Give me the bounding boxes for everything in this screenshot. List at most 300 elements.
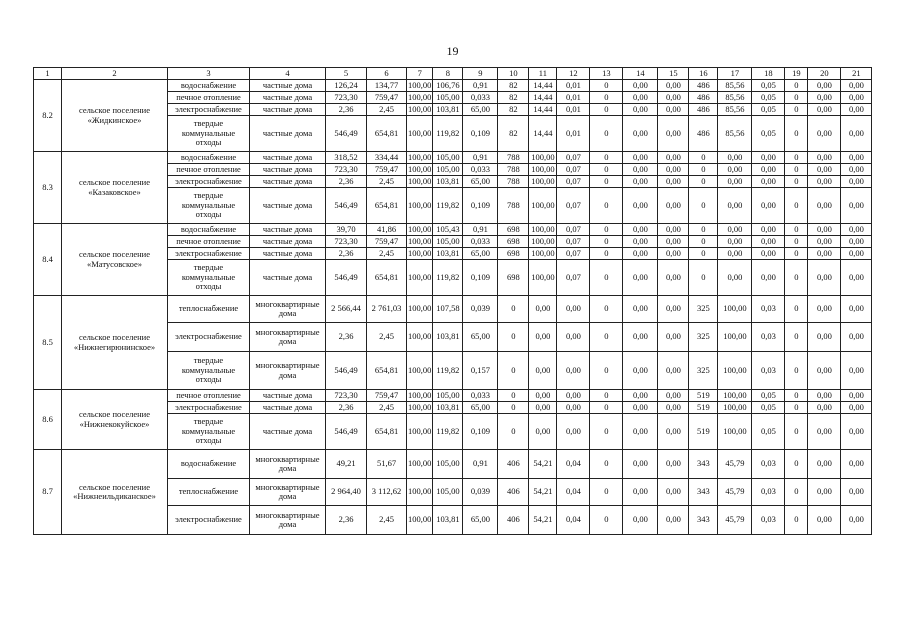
service-type: водоснабжение xyxy=(168,450,250,479)
value-cell: 2 566,44 xyxy=(326,296,367,323)
value-cell: 100,00 xyxy=(718,352,752,390)
value-cell: 0 xyxy=(785,260,808,296)
header-cell: 3 xyxy=(168,68,250,80)
value-cell: 0,033 xyxy=(463,92,498,104)
value-cell: 0 xyxy=(590,402,623,414)
value-cell: 0,07 xyxy=(557,236,590,248)
value-cell: 0,00 xyxy=(623,352,658,390)
value-cell: 546,49 xyxy=(326,414,367,450)
service-type: твердые коммунальные отходы xyxy=(168,260,250,296)
value-cell: 0 xyxy=(590,506,623,535)
value-cell: 100,00 xyxy=(407,450,433,479)
value-cell: 65,00 xyxy=(463,323,498,352)
value-cell: 0,00 xyxy=(718,164,752,176)
value-cell: 698 xyxy=(498,260,529,296)
service-type: водоснабжение xyxy=(168,152,250,164)
value-cell: 0,00 xyxy=(623,224,658,236)
value-cell: 0 xyxy=(689,224,718,236)
value-cell: 0 xyxy=(498,352,529,390)
value-cell: 0,91 xyxy=(463,450,498,479)
value-cell: 100,00 xyxy=(408,151,432,162)
service-type: водоснабжение xyxy=(168,224,250,236)
header-cell: 10 xyxy=(498,68,529,80)
value-cell: 0 xyxy=(689,164,718,176)
value-cell: 0,00 xyxy=(841,176,872,188)
value-cell: 0,00 xyxy=(752,176,785,188)
service-type: электроснабжение xyxy=(168,402,250,414)
value-cell: 723,30 xyxy=(326,236,367,248)
value-cell: 0,00 xyxy=(808,323,841,352)
value-cell: 100,00 xyxy=(529,164,557,176)
value-cell: 119,82 xyxy=(433,414,463,450)
value-cell: 2,45 xyxy=(367,176,407,188)
value-cell: 0 xyxy=(590,260,623,296)
value-cell: 0,00 xyxy=(718,176,752,188)
value-cell: 0,00 xyxy=(623,390,658,402)
section-number: 8.6 xyxy=(34,390,62,450)
value-cell: 654,81 xyxy=(367,260,407,296)
value-cell: 0,00 xyxy=(841,188,872,224)
value-cell: 0 xyxy=(689,260,718,296)
value-cell: 14,44 xyxy=(529,80,557,92)
value-cell: 0 xyxy=(590,352,623,390)
value-cell: 406 xyxy=(498,479,529,506)
value-cell: 0,00 xyxy=(841,236,872,248)
header-cell: 15 xyxy=(658,68,689,80)
settlement-name: сельское поселение «Нижнеильдиканское» xyxy=(62,450,168,535)
housing-type: частные дома xyxy=(250,104,326,116)
value-cell: 0,00 xyxy=(718,260,752,296)
value-cell: 0,00 xyxy=(658,176,689,188)
value-cell: 100,00 xyxy=(408,389,432,400)
value-cell: 0 xyxy=(785,92,808,104)
housing-type: частные дома xyxy=(250,414,326,450)
value-cell: 54,21 xyxy=(529,506,557,535)
value-cell: 0,00 xyxy=(623,152,658,164)
value-cell: 0,00 xyxy=(808,116,841,152)
value-cell: 0,91 xyxy=(463,80,498,92)
value-cell: 82 xyxy=(498,80,529,92)
header-cell: 21 xyxy=(841,68,872,80)
housing-type: частные дома xyxy=(250,116,326,152)
table-row xyxy=(34,450,872,479)
value-cell: 0 xyxy=(785,506,808,535)
housing-type: частные дома xyxy=(250,164,326,176)
value-cell: 0,07 xyxy=(557,152,590,164)
value-cell: 759,47 xyxy=(367,390,407,402)
value-cell: 0,07 xyxy=(557,176,590,188)
value-cell: 0,00 xyxy=(658,236,689,248)
service-type: твердые коммунальные отходы xyxy=(168,414,250,450)
value-cell: 45,79 xyxy=(718,450,752,479)
value-cell: 65,00 xyxy=(463,176,498,188)
value-cell: 0,00 xyxy=(808,188,841,224)
value-cell: 45,79 xyxy=(718,506,752,535)
value-cell: 105,00 xyxy=(433,236,463,248)
value-cell: 134,77 xyxy=(367,80,407,92)
housing-type: частные дома xyxy=(250,176,326,188)
value-cell: 0,033 xyxy=(463,164,498,176)
value-cell: 0 xyxy=(498,402,529,414)
value-cell: 14,44 xyxy=(529,104,557,116)
value-cell: 0,039 xyxy=(463,479,498,506)
value-cell: 105,00 xyxy=(433,152,463,164)
value-cell: 0,07 xyxy=(557,188,590,224)
value-cell: 0,00 xyxy=(841,390,872,402)
value-cell: 0,01 xyxy=(557,116,590,152)
value-cell: 0,05 xyxy=(752,390,785,402)
value-cell: 343 xyxy=(689,479,718,506)
value-cell: 0,91 xyxy=(463,224,498,236)
service-type: твердые коммунальные отходы xyxy=(168,116,250,152)
value-cell: 698 xyxy=(498,236,529,248)
value-cell: 0 xyxy=(785,352,808,390)
header-cell: 11 xyxy=(529,68,557,80)
value-cell: 0,00 xyxy=(808,296,841,323)
value-cell: 0,109 xyxy=(463,260,498,296)
value-cell: 0,03 xyxy=(752,479,785,506)
value-cell: 126,24 xyxy=(326,80,367,92)
value-cell: 654,81 xyxy=(367,188,407,224)
value-cell: 0,00 xyxy=(623,176,658,188)
value-cell: 51,67 xyxy=(367,450,407,479)
value-cell: 0,00 xyxy=(718,152,752,164)
value-cell: 0,00 xyxy=(623,164,658,176)
value-cell: 103,81 xyxy=(433,323,463,352)
value-cell: 65,00 xyxy=(463,506,498,535)
value-cell: 100,00 xyxy=(407,323,433,352)
value-cell: 2 761,03 xyxy=(367,296,407,323)
value-cell: 0,00 xyxy=(752,248,785,260)
value-cell: 45,79 xyxy=(718,479,752,506)
value-cell: 654,81 xyxy=(367,352,407,390)
header-cell: 5 xyxy=(326,68,367,80)
value-cell: 2,45 xyxy=(367,402,407,414)
value-cell: 2 964,40 xyxy=(326,479,367,506)
value-cell: 788 xyxy=(498,152,529,164)
value-cell: 0,00 xyxy=(557,390,590,402)
value-cell: 100,00 xyxy=(408,247,432,258)
value-cell: 325 xyxy=(689,296,718,323)
value-cell: 100,00 xyxy=(529,248,557,260)
value-cell: 0,00 xyxy=(623,248,658,260)
value-cell: 105,00 xyxy=(433,164,463,176)
value-cell: 0,07 xyxy=(557,224,590,236)
value-cell: 0,00 xyxy=(529,414,557,450)
table-row xyxy=(34,296,872,323)
housing-type: частные дома xyxy=(250,402,326,414)
value-cell: 0,05 xyxy=(752,80,785,92)
value-cell: 103,81 xyxy=(433,176,463,188)
value-cell: 788 xyxy=(498,188,529,224)
value-cell: 0 xyxy=(785,116,808,152)
value-cell: 0 xyxy=(785,152,808,164)
housing-type: частные дома xyxy=(250,224,326,236)
service-type: электроснабжение xyxy=(168,104,250,116)
value-cell: 82 xyxy=(498,116,529,152)
value-cell: 0,00 xyxy=(557,414,590,450)
housing-type: частные дома xyxy=(250,236,326,248)
table-row xyxy=(34,152,872,164)
value-cell: 698 xyxy=(498,248,529,260)
value-cell: 0,00 xyxy=(841,450,872,479)
service-type: твердые коммунальные отходы xyxy=(168,352,250,390)
service-type: водоснабжение xyxy=(168,80,250,92)
value-cell: 105,00 xyxy=(433,450,463,479)
header-cell: 1 xyxy=(34,68,62,80)
value-cell: 0,03 xyxy=(752,323,785,352)
value-cell: 0,00 xyxy=(808,390,841,402)
value-cell: 100,00 xyxy=(529,152,557,164)
service-type: электроснабжение xyxy=(168,323,250,352)
value-cell: 486 xyxy=(689,104,718,116)
value-cell: 0,00 xyxy=(623,414,658,450)
value-cell: 0 xyxy=(590,164,623,176)
value-cell: 334,44 xyxy=(367,152,407,164)
value-cell: 0,91 xyxy=(463,152,498,164)
value-cell: 0,00 xyxy=(658,104,689,116)
value-cell: 0 xyxy=(590,80,623,92)
value-cell: 0,04 xyxy=(557,479,590,506)
value-cell: 0,00 xyxy=(808,164,841,176)
value-cell: 0 xyxy=(689,248,718,260)
value-cell: 0,00 xyxy=(658,296,689,323)
service-type: печное отопление xyxy=(168,164,250,176)
value-cell: 100,00 xyxy=(408,175,432,186)
table-body xyxy=(34,68,872,535)
header-cell: 13 xyxy=(590,68,623,80)
value-cell: 325 xyxy=(689,323,718,352)
value-cell: 0,00 xyxy=(658,80,689,92)
value-cell: 654,81 xyxy=(367,116,407,152)
value-cell: 0,00 xyxy=(623,479,658,506)
value-cell: 0,00 xyxy=(841,116,872,152)
value-cell: 2,36 xyxy=(326,176,367,188)
value-cell: 100,00 xyxy=(529,188,557,224)
value-cell: 788 xyxy=(498,164,529,176)
value-cell: 486 xyxy=(689,80,718,92)
value-cell: 0,00 xyxy=(658,248,689,260)
value-cell: 100,00 xyxy=(718,402,752,414)
header-cell: 17 xyxy=(718,68,752,80)
value-cell: 0 xyxy=(689,152,718,164)
value-cell: 0 xyxy=(590,152,623,164)
header-cell: 8 xyxy=(433,68,463,80)
value-cell: 654,81 xyxy=(367,414,407,450)
value-cell: 0 xyxy=(785,164,808,176)
value-cell: 0,07 xyxy=(557,248,590,260)
value-cell: 2,36 xyxy=(326,248,367,260)
value-cell: 105,00 xyxy=(433,479,463,506)
value-cell: 0,00 xyxy=(841,224,872,236)
value-cell: 0,00 xyxy=(808,224,841,236)
value-cell: 0,00 xyxy=(658,450,689,479)
value-cell: 723,30 xyxy=(326,164,367,176)
value-cell: 698 xyxy=(498,224,529,236)
value-cell: 0,00 xyxy=(623,506,658,535)
value-cell: 0 xyxy=(785,80,808,92)
settlement-name: сельское поселение «Матусовское» xyxy=(62,224,168,296)
value-cell: 546,49 xyxy=(326,116,367,152)
value-cell: 0,039 xyxy=(463,296,498,323)
value-cell: 0,00 xyxy=(623,104,658,116)
value-cell: 119,82 xyxy=(433,260,463,296)
housing-type: многоквартирные дома xyxy=(250,352,326,390)
header-cell: 18 xyxy=(752,68,785,80)
header-cell: 4 xyxy=(250,68,326,80)
value-cell: 0 xyxy=(590,92,623,104)
value-cell: 0,00 xyxy=(623,323,658,352)
value-cell: 0,00 xyxy=(529,296,557,323)
header-cell: 2 xyxy=(62,68,168,80)
value-cell: 100,00 xyxy=(407,414,433,450)
value-cell: 0,00 xyxy=(623,80,658,92)
value-cell: 0,00 xyxy=(658,323,689,352)
value-cell: 0 xyxy=(689,188,718,224)
value-cell: 759,47 xyxy=(367,164,407,176)
value-cell: 0,00 xyxy=(808,80,841,92)
value-cell: 105,00 xyxy=(433,390,463,402)
value-cell: 14,44 xyxy=(529,116,557,152)
housing-type: многоквартирные дома xyxy=(250,323,326,352)
header-cell: 20 xyxy=(808,68,841,80)
value-cell: 0 xyxy=(498,323,529,352)
value-cell: 0 xyxy=(785,236,808,248)
settlement-name: сельское поселение «Нижнекокуйское» xyxy=(62,390,168,450)
value-cell: 119,82 xyxy=(433,116,463,152)
settlement-name: сельское поселение «Жидкинское» xyxy=(62,80,168,152)
value-cell: 0,00 xyxy=(841,296,872,323)
value-cell: 103,81 xyxy=(433,104,463,116)
value-cell: 0,157 xyxy=(463,352,498,390)
value-cell: 0 xyxy=(498,390,529,402)
value-cell: 0,00 xyxy=(658,506,689,535)
value-cell: 2,45 xyxy=(367,104,407,116)
value-cell: 0 xyxy=(590,116,623,152)
value-cell: 0,05 xyxy=(752,92,785,104)
value-cell: 2,45 xyxy=(367,248,407,260)
value-cell: 100,00 xyxy=(529,176,557,188)
service-type: электроснабжение xyxy=(168,248,250,260)
value-cell: 103,81 xyxy=(433,248,463,260)
value-cell: 0,03 xyxy=(752,296,785,323)
value-cell: 0,00 xyxy=(557,323,590,352)
value-cell: 85,56 xyxy=(718,104,752,116)
tariff-table xyxy=(33,67,872,535)
value-cell: 39,70 xyxy=(326,224,367,236)
value-cell: 0 xyxy=(590,188,623,224)
settlement-name: сельское поселение «Казаковское» xyxy=(62,152,168,224)
value-cell: 0,00 xyxy=(841,152,872,164)
value-cell: 0 xyxy=(785,450,808,479)
value-cell: 0,00 xyxy=(841,92,872,104)
value-cell: 0,00 xyxy=(658,164,689,176)
value-cell: 0,00 xyxy=(841,506,872,535)
value-cell: 100,00 xyxy=(408,223,432,234)
value-cell: 100,00 xyxy=(529,260,557,296)
service-type: теплоснабжение xyxy=(168,479,250,506)
value-cell: 546,49 xyxy=(326,352,367,390)
housing-type: частные дома xyxy=(250,248,326,260)
value-cell: 0,00 xyxy=(752,152,785,164)
value-cell: 0,00 xyxy=(623,188,658,224)
value-cell: 759,47 xyxy=(367,236,407,248)
value-cell: 0,00 xyxy=(623,116,658,152)
value-cell: 519 xyxy=(689,402,718,414)
value-cell: 0,00 xyxy=(658,92,689,104)
value-cell: 100,00 xyxy=(408,163,432,174)
value-cell: 0,05 xyxy=(752,116,785,152)
value-cell: 0 xyxy=(785,188,808,224)
value-cell: 0,00 xyxy=(808,104,841,116)
value-cell: 0 xyxy=(785,479,808,506)
value-cell: 0 xyxy=(590,176,623,188)
value-cell: 100,00 xyxy=(407,352,433,390)
value-cell: 100,00 xyxy=(408,79,432,90)
value-cell: 0,03 xyxy=(752,506,785,535)
value-cell: 325 xyxy=(689,352,718,390)
value-cell: 0,00 xyxy=(752,224,785,236)
value-cell: 0 xyxy=(498,414,529,450)
value-cell: 0 xyxy=(590,479,623,506)
value-cell: 0,00 xyxy=(658,352,689,390)
header-cell: 12 xyxy=(557,68,590,80)
value-cell: 0 xyxy=(785,390,808,402)
value-cell: 0 xyxy=(590,323,623,352)
housing-type: частные дома xyxy=(250,92,326,104)
value-cell: 82 xyxy=(498,92,529,104)
value-cell: 0,00 xyxy=(808,450,841,479)
value-cell: 0,00 xyxy=(529,402,557,414)
header-row xyxy=(34,68,872,80)
value-cell: 82 xyxy=(498,104,529,116)
value-cell: 119,82 xyxy=(433,188,463,224)
value-cell: 318,52 xyxy=(326,152,367,164)
value-cell: 3 112,62 xyxy=(367,479,407,506)
section-number: 8.5 xyxy=(34,296,62,390)
value-cell: 0,00 xyxy=(623,450,658,479)
value-cell: 0,00 xyxy=(557,402,590,414)
value-cell: 0,03 xyxy=(752,450,785,479)
housing-type: многоквартирные дома xyxy=(250,296,326,323)
service-type: теплоснабжение xyxy=(168,296,250,323)
housing-type: многоквартирные дома xyxy=(250,450,326,479)
value-cell: 100,00 xyxy=(407,296,433,323)
value-cell: 85,56 xyxy=(718,116,752,152)
value-cell: 100,00 xyxy=(718,414,752,450)
value-cell: 0,00 xyxy=(841,323,872,352)
value-cell: 759,47 xyxy=(367,92,407,104)
value-cell: 0,00 xyxy=(557,296,590,323)
value-cell: 343 xyxy=(689,506,718,535)
value-cell: 0,00 xyxy=(841,80,872,92)
value-cell: 65,00 xyxy=(463,248,498,260)
header-cell: 7 xyxy=(407,68,433,80)
value-cell: 0,00 xyxy=(718,224,752,236)
service-type: электроснабжение xyxy=(168,506,250,535)
value-cell: 0 xyxy=(590,414,623,450)
value-cell: 0 xyxy=(590,248,623,260)
value-cell: 105,00 xyxy=(433,92,463,104)
value-cell: 0,05 xyxy=(752,104,785,116)
value-cell: 0,00 xyxy=(529,390,557,402)
housing-type: частные дома xyxy=(250,80,326,92)
value-cell: 0,05 xyxy=(752,402,785,414)
value-cell: 0,00 xyxy=(658,152,689,164)
section-number: 8.2 xyxy=(34,80,62,152)
value-cell: 0 xyxy=(590,296,623,323)
value-cell: 100,00 xyxy=(408,91,432,102)
